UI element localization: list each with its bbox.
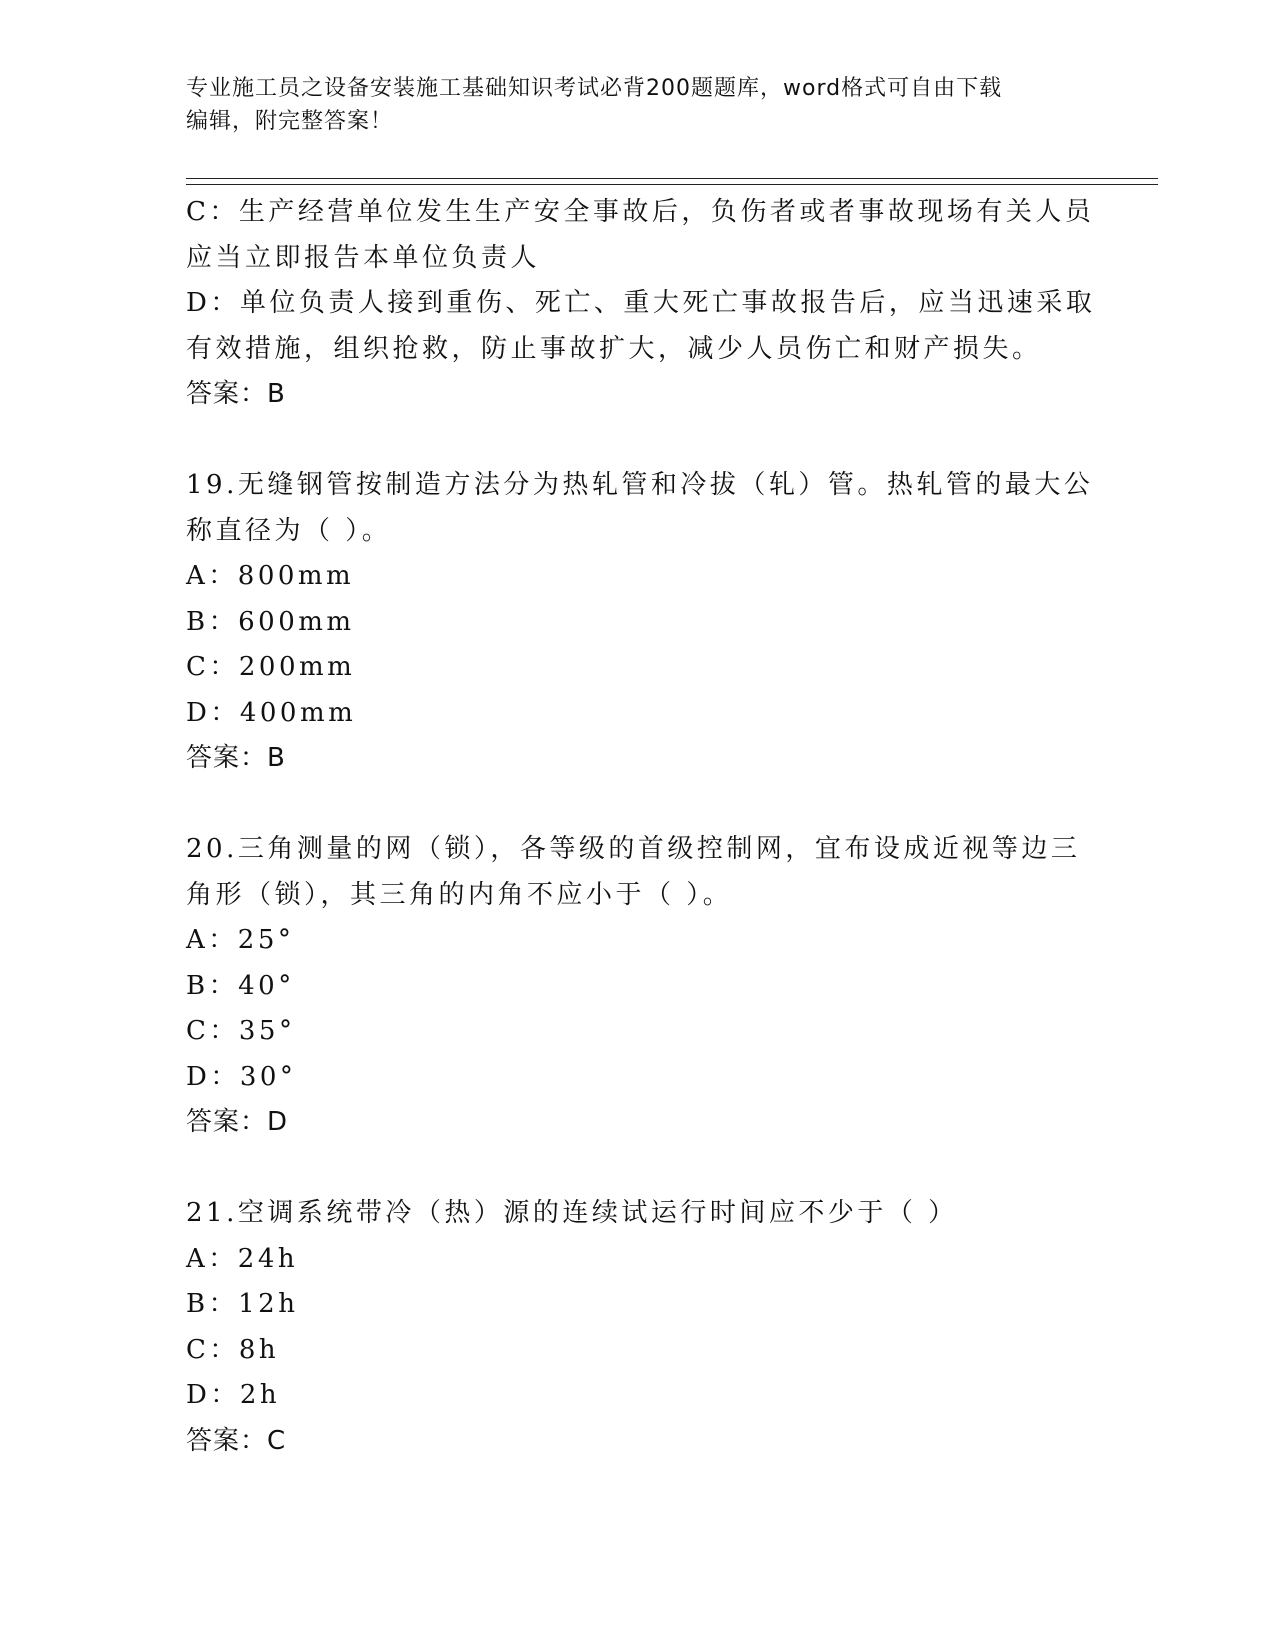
spacer <box>186 782 1086 828</box>
q20-stem-line-2: 角形（锁），其三角的内角不应小于（ ）。 <box>186 879 733 910</box>
question-19 <box>186 463 1094 782</box>
q19-stem-line-2: 称直径为（ ）。 <box>186 515 392 546</box>
q21-answer: 答案：C <box>186 1425 287 1456</box>
q19-option-a: A：800mm <box>186 561 355 591</box>
q20-stem-line-1: 20.三角测量的网（锁），各等级的首级控制网，宜布设成近视等边三 <box>186 834 1081 864</box>
q19-option-d: D：400mm <box>186 697 357 728</box>
question-21 <box>186 1191 1086 1464</box>
q21-option-b: B：12h <box>186 1289 299 1319</box>
header-title-line-2: 编辑，附完整答案！ <box>186 109 394 134</box>
q20-option-d: D：30° <box>186 1061 297 1092</box>
q20-option-c: C：35° <box>186 1016 296 1046</box>
q19-option-b: B：600mm <box>186 606 355 637</box>
q19-answer: 答案：B <box>186 743 286 773</box>
header-title-line-1: 专业施工员之设备安装施工基础知识考试必背200题题库，word格式可自由下载 <box>186 76 1003 101</box>
q21-option-c: C：8h <box>186 1334 280 1365</box>
q18-option-d-line-2: 有效措施，组织抢救，防止事故扩大，减少人员伤亡和财产损失。 <box>186 333 1042 364</box>
header-divider-bottom <box>186 184 1158 185</box>
q20-answer: 答案：D <box>186 1107 289 1137</box>
q21-stem-line-1: 21.空调系统带冷（热）源的连续试运行时间应不少于（ ） <box>186 1198 958 1228</box>
q21-option-a: A：24h <box>186 1243 299 1274</box>
question-18-tail <box>186 190 1096 418</box>
q18-answer: 答案：B <box>186 379 286 409</box>
q18-option-c-line-1: C：生产经营单位发生生产安全事故后，负伤者或者事故现场有关人员 <box>186 197 1095 227</box>
q19-stem-line-1: 19.无缝钢管按制造方法分为热轧管和冷拔（轧）管。热轧管的最大公 <box>186 470 1094 500</box>
q20-option-a: A：25° <box>186 925 295 955</box>
q18-option-d-line-1: D：单位负责人接到重伤、死亡、重大死亡事故报告后，应当迅速采取 <box>186 288 1096 318</box>
q20-option-b: B：40° <box>186 970 295 1001</box>
document-header <box>186 72 1076 138</box>
q19-option-c: C：200mm <box>186 652 356 682</box>
header-divider-top <box>186 178 1158 179</box>
q21-option-d: D：2h <box>186 1380 281 1410</box>
spacer <box>186 1146 1086 1192</box>
question-20 <box>186 827 1086 1146</box>
question-content <box>186 190 1096 1464</box>
spacer <box>186 418 1086 464</box>
q18-option-c-line-2: 应当立即报告本单位负责人 <box>186 242 541 273</box>
